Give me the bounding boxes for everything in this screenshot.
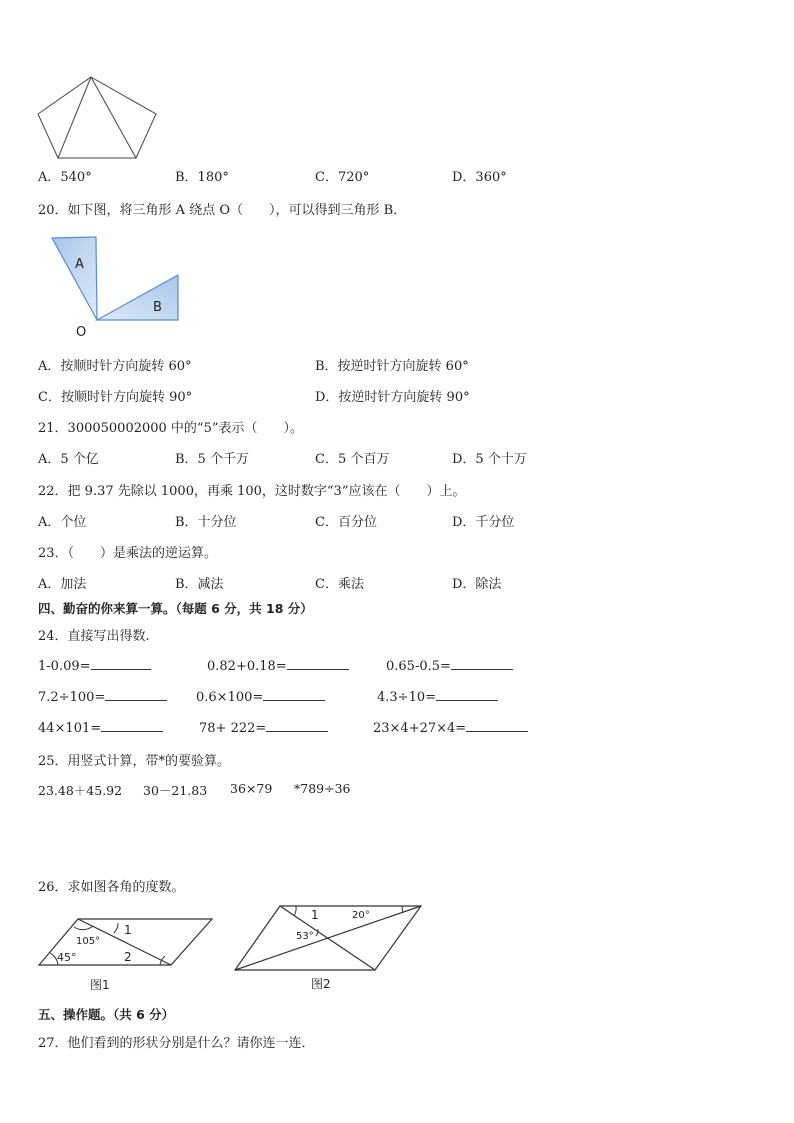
q27-question: 27．他们看到的形状分别是什么？请你连一连． [38, 1036, 315, 1051]
q22-option-b[interactable]: B．十分位 [175, 515, 237, 530]
q19-option-b[interactable]: B．180° [175, 170, 229, 185]
svg-text:1: 1 [311, 908, 319, 922]
answer-blank[interactable] [263, 688, 325, 701]
q22-option-d[interactable]: D．千分位 [452, 515, 515, 530]
q25-item-1: 23.48＋45.92 [38, 783, 123, 798]
svg-text:105°: 105° [76, 936, 101, 947]
label-b: B [153, 300, 162, 315]
answer-blank[interactable] [91, 657, 151, 670]
q24-item-7: 44×101= [38, 719, 163, 736]
label-o: O [76, 325, 87, 340]
q21-option-a[interactable]: A．5 个亿 [38, 452, 99, 467]
answer-blank[interactable] [436, 688, 498, 701]
triangle-a [52, 237, 97, 320]
q22-question: 22．把 9.37 先除以 1000，再乘 100，这时数字“3”应该在（ ）上。 [38, 484, 466, 499]
answer-blank[interactable] [287, 657, 349, 670]
q21-option-d[interactable]: D．5 个十万 [452, 452, 527, 467]
q24-item-5: 0.6×100= [196, 688, 325, 705]
q23-question: 23．（ ）是乘法的逆运算。 [38, 546, 218, 561]
q21-question: 21．300050002000 中的“5”表示（ ）。 [38, 421, 303, 436]
rotation-figure [50, 234, 190, 344]
answer-blank[interactable] [266, 719, 328, 732]
q20-option-b[interactable]: B．按逆时针方向旋转 60° [315, 359, 469, 374]
q20-question: 20．如下图，将三角形 A 绕点 O（ ），可以得到三角形 B． [38, 203, 407, 218]
q21-option-b[interactable]: B．5 个千万 [175, 452, 249, 467]
q23-option-a[interactable]: A．加法 [38, 577, 87, 592]
q24-question: 24．直接写出得数. [38, 629, 150, 644]
parallelogram-figure-2 [232, 903, 424, 993]
q20-option-d[interactable]: D．按逆时针方向旋转 90° [315, 390, 470, 405]
q21-option-c[interactable]: C．5 个百万 [315, 452, 390, 467]
q24-item-8: 78+ 222= [199, 719, 328, 736]
answer-blank[interactable] [101, 719, 163, 732]
q19-option-a[interactable]: A．540° [38, 170, 92, 185]
answer-blank[interactable] [451, 657, 513, 670]
q25-item-2: 30－21.83 [143, 783, 208, 798]
q23-option-c[interactable]: C．乘法 [315, 577, 364, 592]
svg-text:20°: 20° [352, 910, 370, 921]
q26-question: 26．求如图各角的度数。 [38, 880, 185, 895]
label-a: A [75, 257, 84, 272]
q19-option-d[interactable]: D．360° [452, 170, 507, 185]
svg-text:53°: 53° [296, 931, 314, 942]
svg-text:1: 1 [124, 923, 132, 937]
answer-blank[interactable] [466, 719, 528, 732]
q25-item-3: 36×79 [230, 781, 273, 796]
q19-option-c[interactable]: C．720° [315, 170, 370, 185]
q25-item-4: *789÷36 [294, 781, 351, 796]
q22-option-a[interactable]: A．个位 [38, 515, 87, 530]
svg-text:图2: 图2 [311, 977, 331, 991]
q24-item-2: 0.82+0.18= [207, 657, 349, 674]
pentagon-figure [36, 74, 160, 160]
svg-text:45°: 45° [57, 951, 77, 964]
q23-option-d[interactable]: D．除法 [452, 577, 502, 592]
answer-blank[interactable] [105, 688, 167, 701]
parallelogram-figure-1 [36, 915, 216, 993]
q23-option-b[interactable]: B．减法 [175, 577, 224, 592]
q24-item-6: 4.3÷10= [377, 688, 498, 705]
triangle-b [97, 275, 178, 320]
q24-item-9: 23×4+27×4= [373, 719, 528, 736]
section-5-heading: 五、操作题。（共 6 分） [38, 1007, 175, 1022]
q24-item-4: 7.2÷100= [38, 688, 167, 705]
q25-question: 25．用竖式计算，带*的要验算。 [38, 754, 231, 769]
q22-option-c[interactable]: C．百分位 [315, 515, 377, 530]
q20-option-c[interactable]: C．按顺时针方向旋转 90° [38, 390, 193, 405]
q20-option-a[interactable]: A．按顺时针方向旋转 60° [38, 359, 192, 374]
svg-text:2: 2 [124, 950, 132, 964]
q24-item-1: 1-0.09= [38, 657, 151, 674]
section-4-heading: 四、勤奋的你来算一算。（每题 6 分，共 18 分） [38, 601, 313, 616]
svg-text:图1: 图1 [90, 978, 110, 992]
q24-item-3: 0.65-0.5= [386, 657, 513, 674]
